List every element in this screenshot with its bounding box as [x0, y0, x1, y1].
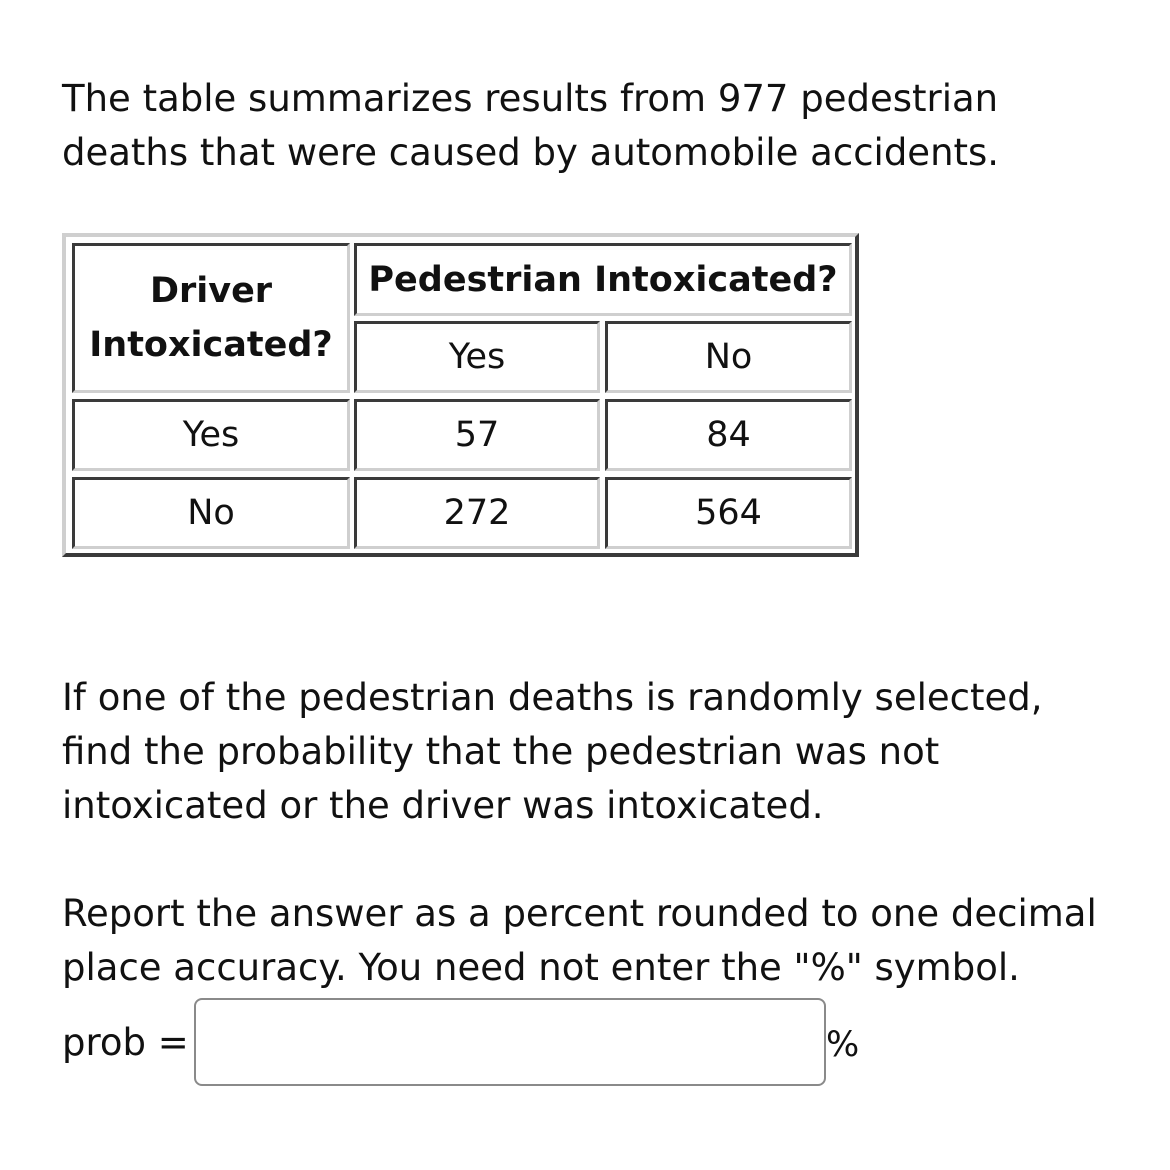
row-label-no: No	[72, 477, 350, 549]
answer-input[interactable]	[194, 998, 826, 1086]
column-header-yes: Yes	[354, 321, 600, 393]
question-text: If one of the pedestrian deaths is randomly selected, find the probability that the pedestrian was not intoxicated or the driver was intoxicated.	[62, 676, 1043, 827]
column-group-header-pedestrian-intoxicated: Pedestrian Intoxicated?	[354, 243, 852, 316]
intro-text: The table summarizes results from 977 pedestrian deaths that were caused by automobile accidents.	[62, 77, 1000, 174]
row-header-driver-intoxicated: Driver Intoxicated?	[72, 243, 350, 393]
answer-label: prob =	[62, 1021, 189, 1064]
column-header-no: No	[605, 321, 852, 393]
cell-driver-yes-pedestrian-yes: 57	[354, 399, 600, 471]
contingency-table	[62, 233, 859, 557]
report-instructions: Report the answer as a percent rounded to one decimal place accuracy. You need not enter the "%" symbol.	[62, 892, 1097, 989]
cell-driver-yes-pedestrian-no: 84	[605, 399, 852, 471]
percent-unit: %	[826, 1025, 860, 1065]
row-label-yes: Yes	[72, 399, 350, 471]
cell-driver-no-pedestrian-no: 564	[605, 477, 852, 549]
cell-driver-no-pedestrian-yes: 272	[354, 477, 600, 549]
